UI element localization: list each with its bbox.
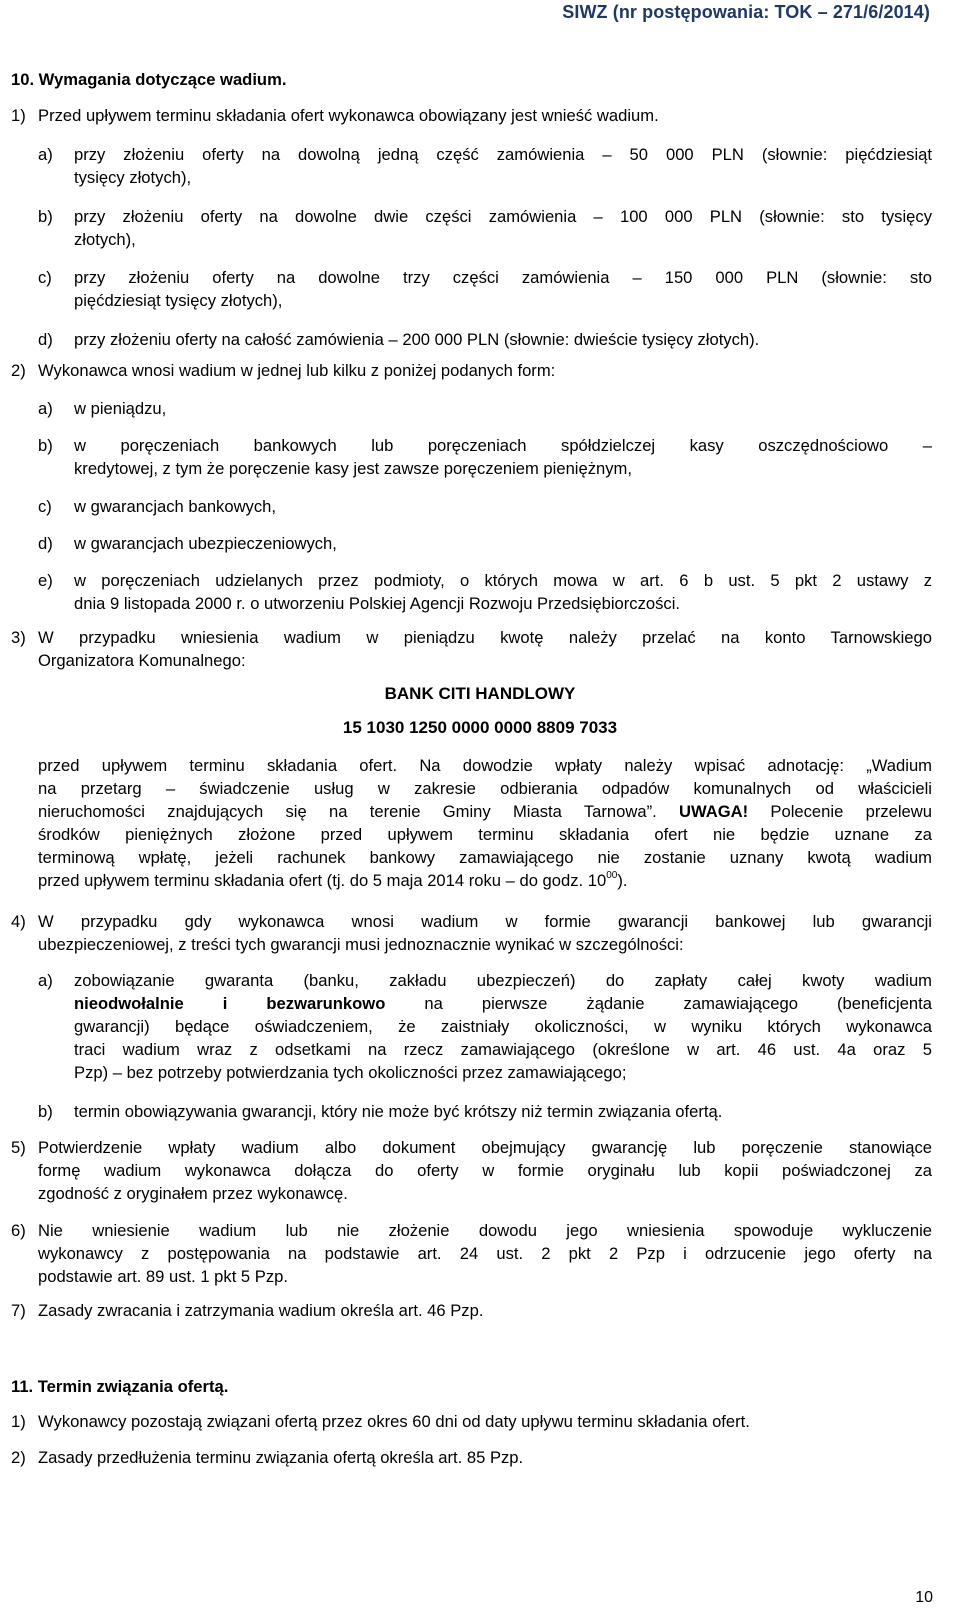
paragraph-text: Przed upływem terminu składania ofert wykonawca obowiązany jest wnieść wadium. [38, 106, 659, 125]
item-number: 5) [11, 1138, 26, 1157]
paragraph-line: Nie wniesienie wadium lub nie złożenie dowodu jego wniesienia spowoduje wykluczenie [38, 1221, 932, 1240]
subitem-letter: b) [38, 436, 53, 455]
subitem-letter: a) [38, 399, 53, 418]
item-number: 6) [11, 1221, 26, 1240]
item-number: 1) [11, 1412, 26, 1431]
paragraph-line: formę wadium wykonawca dołącza do oferty w formie oryginału lub kopii poświadczonej za [38, 1161, 932, 1180]
item-number: 4) [11, 912, 26, 931]
page-number: 10 [915, 1589, 933, 1606]
paragraph-line: złotych), [74, 230, 136, 249]
paragraph-line: terminową wpłatę, jeżeli rachunek bankowy zamawiającego nie zostanie uznany kwotą wadium [38, 848, 932, 867]
superscript-text: 00 [606, 870, 618, 882]
paragraph-line [74, 992, 932, 1015]
paragraph-text: Wykonawca wnosi wadium w jednej lub kilku z poniżej podanych form: [38, 361, 556, 380]
paragraph-line: wykonawcy z postępowania na podstawie art. 24 ust. 2 pkt 2 Pzp i odrzucenie jego oferty na [38, 1244, 932, 1263]
paragraph-line: zobowiązanie gwaranta (banku, zakładu ubezpieczeń) do zapłaty całej kwoty wadium [74, 971, 932, 990]
page-header: SIWZ (nr postępowania: TOK – 271/6/2014) [562, 2, 930, 22]
item-number: 3) [11, 628, 26, 647]
section-10-title: 10. Wymagania dotyczące wadium. [11, 70, 287, 89]
subitem-letter: c) [38, 268, 52, 287]
subitem-letter: a) [38, 971, 53, 990]
bank-name: BANK CITI HANDLOWY [384, 684, 576, 703]
item-number: 2) [11, 361, 26, 380]
paragraph-line: Wykonawcy pozostają związani ofertą przez okres 60 dni od daty upływu terminu składania ofert. [38, 1412, 750, 1431]
paragraph-line: przed upływem terminu składania ofert. Na dowodzie wpłaty należy wpisać adnotację: „Wadium [38, 756, 932, 775]
paragraph-line: przy złożeniu oferty na dowolne dwie części zamówienia – 100 000 PLN (słownie: sto tysięcy [74, 207, 932, 226]
paragraph-line: W przypadku gdy wykonawca wnosi wadium w formie gwarancji bankowej lub gwarancji [38, 912, 932, 931]
paragraph-line: w poręczeniach bankowych lub poręczeniach spółdzielczej kasy oszczędnościowo – [74, 436, 932, 455]
paragraph-line: w gwarancjach ubezpieczeniowych, [74, 534, 337, 553]
item-number: 1) [11, 106, 26, 125]
paragraph-line: przy złożeniu oferty na dowolne trzy części zamówienia – 150 000 PLN (słownie: sto [74, 268, 932, 287]
paragraph-line: W przypadku wniesienia wadium w pieniądzu kwotę należy przelać na konto Tarnowskiego [38, 628, 932, 647]
subitem-letter: d) [38, 534, 53, 553]
paragraph-line: w poręczeniach udzielanych przez podmioty, o których mowa w art. 6 b ust. 5 pkt 2 ustawy z [74, 571, 932, 590]
text-span: nieruchomości znajdujących się na terenie Gminy Miasta Tarnowa”. [38, 802, 679, 821]
paragraph-line: zgodność z oryginałem przez wykonawcę. [38, 1184, 348, 1203]
text-span: Polecenie przelewu [748, 802, 933, 821]
bank-account-number: 15 1030 1250 0000 0000 8809 7033 [342, 718, 618, 737]
paragraph-line: przy złożeniu oferty na całość zamówienia – 200 000 PLN (słownie: dwieście tysięcy złotych). [74, 330, 760, 349]
item-number: 2) [11, 1448, 26, 1467]
paragraph-line: Potwierdzenie wpłaty wadium albo dokument obejmujący gwarancję lub poręczenie stanowiące [38, 1138, 932, 1157]
paragraph-line [38, 869, 627, 892]
subitem-letter: b) [38, 1102, 53, 1121]
subitem-letter: d) [38, 330, 53, 349]
text-span: ). [617, 871, 628, 890]
emphasis-text: nieodwołalnie i bezwarunkowo [74, 994, 386, 1013]
section-11-title: 11. Termin związania ofertą. [11, 1377, 229, 1396]
paragraph-line: przy złożeniu oferty na dowolną jedną część zamówienia – 50 000 PLN (słownie: pięćdziesiąt [74, 145, 932, 164]
paragraph-line: podstawie art. 89 ust. 1 pkt 5 Pzp. [38, 1267, 288, 1286]
paragraph-line: w gwarancjach bankowych, [74, 497, 276, 516]
paragraph-line [38, 800, 932, 823]
text-span: na pierwsze żądanie zamawiającego (beneficjenta [385, 994, 932, 1013]
paragraph-line: w pieniądzu, [74, 399, 167, 418]
paragraph-line: na przetarg – świadczenie usług w zakresie odbierania odpadów komunalnych od właścicieli [38, 779, 932, 798]
subitem-letter: e) [38, 571, 53, 590]
paragraph-line: Organizatora Komunalnego: [38, 651, 246, 670]
paragraph-line: pięćdziesiąt tysięcy złotych), [74, 291, 283, 310]
text-span: przed upływem terminu składania ofert (tj. do 5 maja 2014 roku – do godz. 10 [38, 871, 607, 890]
paragraph-line: kredytowej, z tym że poręczenie kasy jest zawsze poręczeniem pieniężnym, [74, 459, 632, 478]
subitem-letter: a) [38, 145, 53, 164]
paragraph-line: dnia 9 listopada 2000 r. o utworzeniu Polskiej Agencji Rozwoju Przedsiębiorczości. [74, 594, 681, 613]
subitem-letter: c) [38, 497, 52, 516]
warning-label: UWAGA! [679, 802, 749, 821]
paragraph-line: środków pieniężnych złożone przed upływem terminu składania ofert nie będzie uznane za [38, 825, 932, 844]
paragraph-line: Pzp) – bez potrzeby potwierdzania tych okoliczności przez zamawiającego; [74, 1063, 627, 1082]
paragraph-line: termin obowiązywania gwarancji, który nie może być krótszy niż termin związania ofertą. [74, 1102, 723, 1121]
paragraph-line: Zasady zwracania i zatrzymania wadium określa art. 46 Pzp. [38, 1301, 484, 1320]
paragraph-line: ubezpieczeniowej, z treści tych gwarancji musi jednoznacznie wynikać w szczególności: [38, 935, 684, 954]
subitem-letter: b) [38, 207, 53, 226]
paragraph-line: Zasady przedłużenia terminu związania ofertą określa art. 85 Pzp. [38, 1448, 524, 1467]
paragraph-line: traci wadium wraz z odsetkami na rzecz zamawiającego (określone w art. 46 ust. 4a oraz 5 [74, 1040, 932, 1059]
paragraph-line: gwarancji) będące oświadczeniem, że zaistniały okoliczności, w wyniku których wykonawca [74, 1017, 932, 1036]
item-number: 7) [11, 1301, 26, 1320]
paragraph-line: tysięcy złotych), [74, 168, 192, 187]
